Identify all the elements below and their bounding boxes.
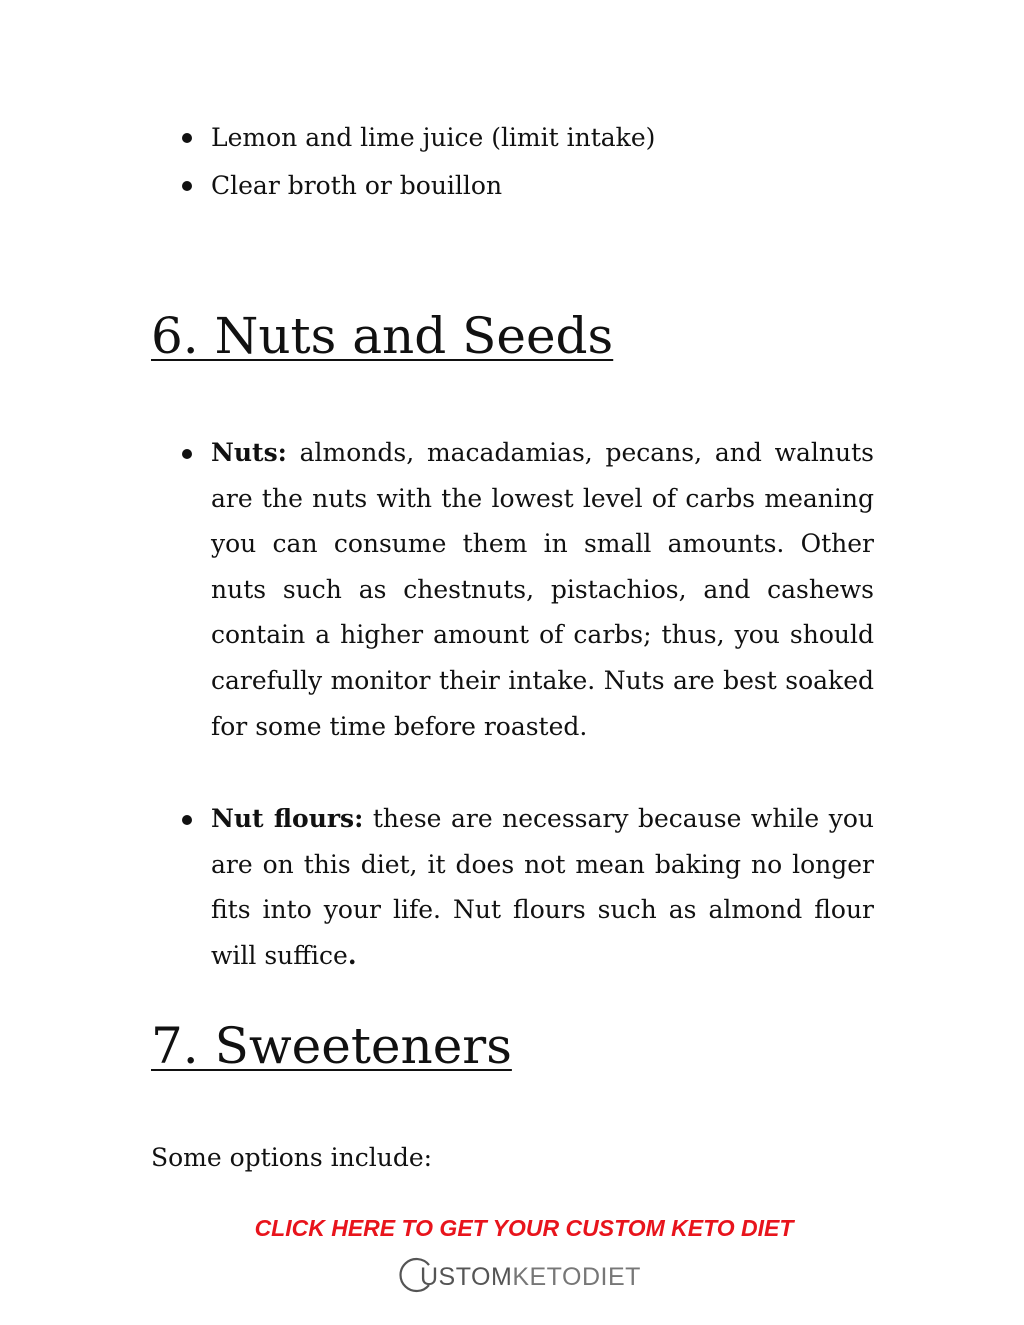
logo-wordmark [398,1263,641,1292]
list-item-text: Lemon and lime juice (limit intake) [211,123,656,152]
term-label: Nuts: [211,438,287,467]
customketodiet-logo[interactable] [398,1257,641,1297]
list-item [182,796,874,978]
bullet-icon [182,815,192,825]
logo-part-custom: USTOM [420,1262,513,1291]
term-description: these are necessary because while you are on this diet, it does not mean baking no longer fits into your life. Nut flours such as almond flour will suffice [211,804,874,970]
list-item-text: Clear broth or bouillon [211,171,503,200]
sweeteners-intro: Some options include: [151,1143,433,1172]
list-item [182,162,874,210]
bullet-icon [182,133,192,143]
list-item [182,114,874,162]
list-item [182,430,874,749]
liquids-list [182,114,874,210]
custom-keto-diet-link[interactable]: CLICK HERE TO GET YOUR CUSTOM KETO DIET [254,1215,794,1241]
section-heading-nuts-and-seeds: 6. Nuts and Seeds [151,307,614,365]
section-heading-sweeteners: 7. Sweeteners [151,1017,512,1075]
term-description: almonds, macadamias, pecans, and walnuts are the nuts with the lowest level of carbs meaning you can consume them in small amounts. Other nuts such as chestnuts, pistachios, and cashews contain a higher amount of carbs; thus, you should carefully monitor their intake. Nuts are best soaked for some time before roasted. [211,438,874,741]
logo-part-ketodiet: KETODIET [512,1262,641,1291]
bullet-icon [182,449,192,459]
bullet-icon [182,181,192,191]
nuts-list [182,430,874,979]
term-label: Nut flours: [211,804,364,834]
term-end-period: . [347,940,357,970]
